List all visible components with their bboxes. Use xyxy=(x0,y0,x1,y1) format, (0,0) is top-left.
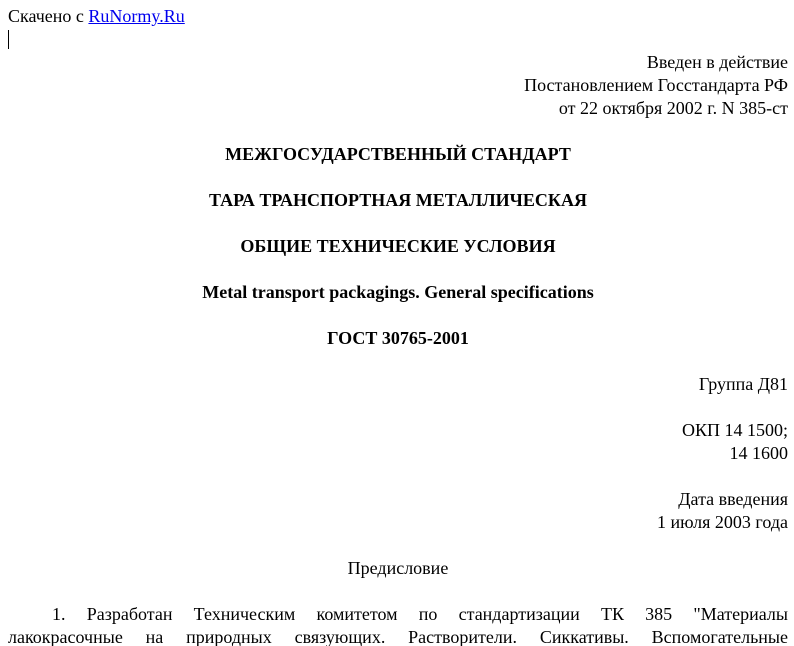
english-title: Metal transport packagings. General specifications xyxy=(202,282,594,302)
intro-line-1: Введен в действие xyxy=(646,52,788,72)
source-line xyxy=(8,5,788,28)
date-label: Дата введения xyxy=(678,489,788,509)
document-title: ТАРА ТРАНСПОРТНАЯ МЕТАЛЛИЧЕСКАЯ xyxy=(209,190,587,210)
preface-paragraph-line-1: 1. Разработан Техническим комитетом по стандартизации ТК 385 "Материалы xyxy=(52,604,788,624)
intro-line-3: от 22 октября 2002 г. N 385-ст xyxy=(558,98,788,118)
gost-code: ГОСТ 30765-2001 xyxy=(327,328,469,348)
document-page xyxy=(8,0,788,646)
date-value: 1 июля 2003 года xyxy=(657,512,788,532)
okp-line-1: ОКП 14 1500; xyxy=(681,420,788,440)
standard-heading: МЕЖГОСУДАРСТВЕННЫЙ СТАНДАРТ xyxy=(225,144,571,164)
source-link[interactable]: RuNormy.Ru xyxy=(88,6,185,26)
preface-heading: Предисловие xyxy=(347,558,449,578)
okp-line-2: 14 1600 xyxy=(729,443,788,463)
group-code: Группа Д81 xyxy=(698,374,788,394)
document-subtitle: ОБЩИЕ ТЕХНИЧЕСКИЕ УСЛОВИЯ xyxy=(240,236,556,256)
source-prefix: Скачено с xyxy=(8,6,89,26)
intro-line-2: Постановлением Госстандарта РФ xyxy=(524,75,788,95)
preface-paragraph-line-2: лакокрасочные на природных связующих. Растворители. Сиккативы. Вспомогательные xyxy=(8,627,788,646)
